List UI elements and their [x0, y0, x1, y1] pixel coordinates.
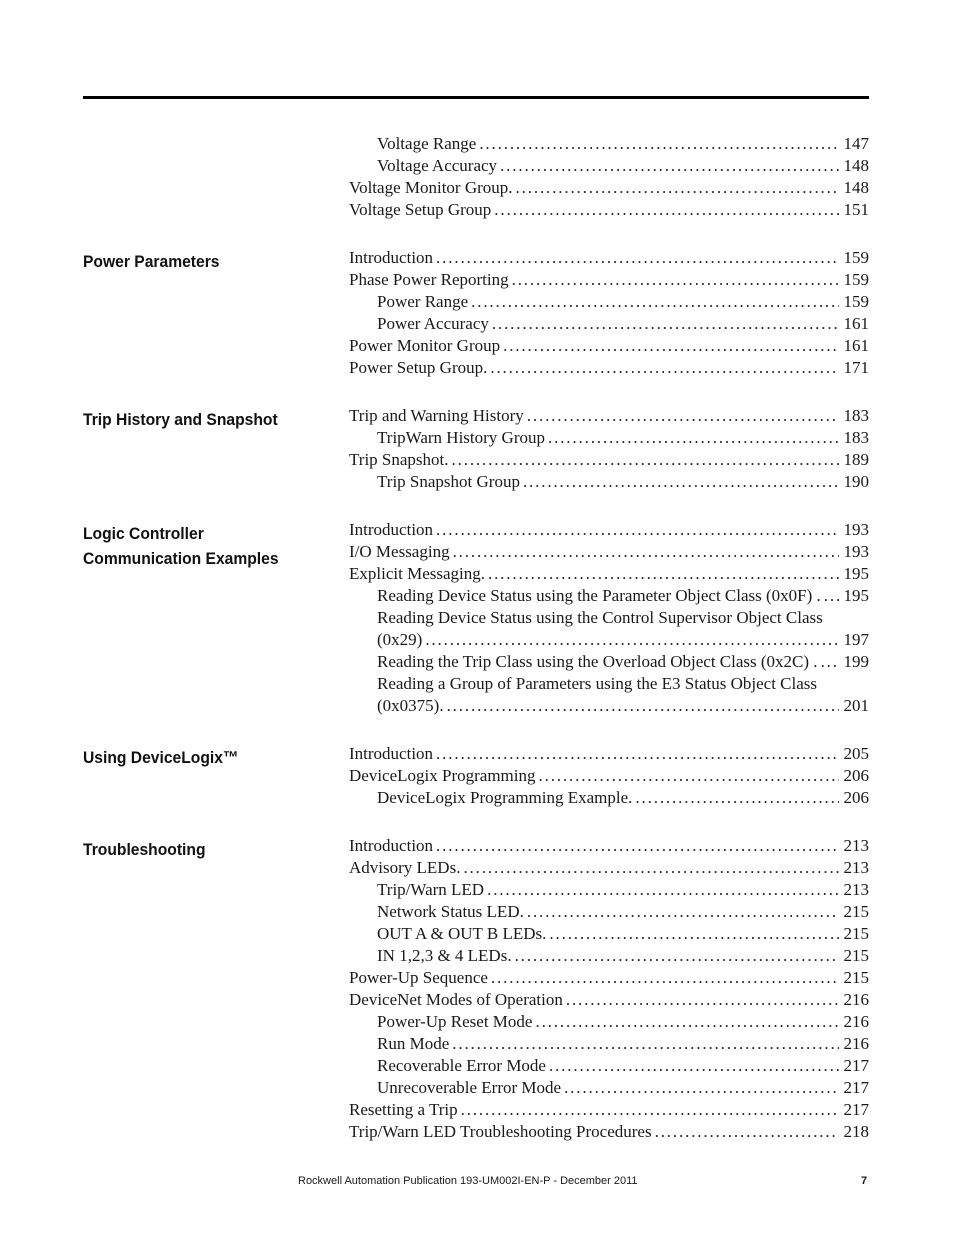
dot-leader	[425, 629, 839, 651]
dot-leader	[491, 967, 839, 989]
toc-entry[interactable]	[349, 335, 869, 357]
toc-page-number: 171	[843, 358, 869, 377]
toc-entry-title: Trip/Warn LED	[377, 880, 485, 899]
table-of-contents	[83, 133, 869, 1143]
dot-leader	[436, 519, 839, 541]
toc-entries	[349, 133, 869, 221]
toc-entry-title-line1[interactable]: Reading a Group of Parameters using the E3 Status Object Class	[377, 674, 818, 693]
toc-entry[interactable]	[349, 449, 869, 471]
toc-page-number: 206	[843, 788, 869, 807]
toc-subentry[interactable]	[349, 1055, 869, 1077]
toc-page-number: 216	[843, 990, 869, 1009]
toc-entry[interactable]	[349, 199, 869, 221]
toc-page-number: 216	[843, 1012, 869, 1031]
toc-page-number: 148	[843, 178, 869, 197]
dot-leader	[461, 1099, 839, 1121]
toc-entry-title: DeviceNet Modes of Operation	[349, 990, 563, 1009]
toc-entry[interactable]	[349, 405, 869, 427]
toc-entry-title: DeviceLogix Programming Example.	[377, 788, 633, 807]
section-heading[interactable]: Trip History and Snapshot	[83, 410, 278, 429]
toc-entry-title: Reading the Trip Class using the Overload Object Class (0x2C) .	[377, 652, 818, 671]
toc-entry[interactable]	[349, 765, 869, 787]
toc-subentry[interactable]	[349, 695, 869, 717]
toc-page-number: 151	[843, 200, 869, 219]
toc-page-number: 215	[843, 968, 869, 987]
toc-page-number: 205	[843, 744, 869, 763]
toc-section	[83, 835, 869, 1143]
toc-page-number: 193	[843, 520, 869, 539]
toc-page-number: 189	[843, 450, 869, 469]
toc-entry-title: Network Status LED.	[377, 902, 524, 921]
section-gap	[83, 493, 869, 519]
toc-entry-title: Introduction	[349, 744, 434, 763]
toc-entry-title: OUT A & OUT B LEDs.	[377, 924, 547, 943]
toc-page-number: 193	[843, 542, 869, 561]
toc-page-number: 213	[843, 858, 869, 877]
dot-leader	[527, 405, 839, 427]
dot-leader	[821, 651, 839, 673]
dot-leader	[492, 313, 839, 335]
dot-leader	[635, 787, 839, 809]
toc-page-number: 215	[843, 946, 869, 965]
dot-leader	[516, 177, 839, 199]
toc-page-number: 216	[843, 1034, 869, 1053]
toc-page-number: 218	[843, 1122, 869, 1141]
toc-entry-title: Unrecoverable Error Mode	[377, 1078, 562, 1097]
page-number: 7	[861, 1175, 868, 1187]
section-heading[interactable]: Using DeviceLogix™	[83, 748, 239, 767]
toc-subentry[interactable]	[349, 901, 869, 923]
toc-subentry[interactable]	[349, 651, 869, 673]
toc-page-number: 206	[843, 766, 869, 785]
dot-leader	[523, 471, 839, 493]
toc-entry-title: Voltage Setup Group	[349, 200, 492, 219]
toc-entry-title: Power-Up Reset Mode	[377, 1012, 533, 1031]
toc-subentry[interactable]	[349, 427, 869, 449]
toc-entry-title: Introduction	[349, 836, 434, 855]
dot-leader	[488, 563, 839, 585]
dot-leader	[471, 291, 839, 313]
toc-entry-title: Voltage Accuracy	[377, 156, 498, 175]
toc-section	[83, 405, 869, 493]
toc-entry-title: Phase Power Reporting	[349, 270, 509, 289]
toc-page-number: 183	[843, 428, 869, 447]
toc-page-number: 161	[843, 336, 869, 355]
toc-entries	[349, 835, 869, 1143]
toc-subentry[interactable]	[349, 879, 869, 901]
page-footer	[0, 1175, 954, 1191]
toc-entries	[349, 247, 869, 379]
toc-entry-title: IN 1,2,3 & 4 LEDs.	[377, 946, 512, 965]
toc-entry-title: I/O Messaging	[349, 542, 450, 561]
toc-subentry[interactable]	[349, 923, 869, 945]
toc-entry-title: Explicit Messaging.	[349, 564, 485, 583]
dot-leader	[535, 1011, 839, 1033]
toc-entry-title: Voltage Monitor Group.	[349, 178, 513, 197]
toc-entry-title: Resetting a Trip	[349, 1100, 458, 1119]
toc-page-number: 201	[843, 696, 869, 715]
toc-entry-title: Reading Device Status using the Parameter Object Class (0x0F) .	[377, 586, 821, 605]
section-heading[interactable]: Power Parameters	[83, 252, 220, 271]
toc-entry-title-line1[interactable]: Reading Device Status using the Control Supervisor Object Class	[377, 608, 823, 627]
dot-leader	[436, 247, 839, 269]
toc-page-number: 197	[843, 630, 869, 649]
toc-entry[interactable]	[349, 541, 869, 563]
toc-page-number: 195	[843, 586, 869, 605]
toc-entry[interactable]	[349, 177, 869, 199]
section-gap	[83, 221, 869, 247]
toc-entry[interactable]	[349, 967, 869, 989]
toc-page-number: 213	[843, 880, 869, 899]
dot-leader	[824, 585, 839, 607]
toc-subentry[interactable]	[349, 155, 869, 177]
dot-leader	[490, 357, 839, 379]
dot-leader	[503, 335, 839, 357]
dot-leader	[452, 1033, 839, 1055]
toc-entry-title: Power-Up Sequence	[349, 968, 488, 987]
dot-leader	[447, 695, 839, 717]
toc-section	[83, 247, 869, 379]
top-rule	[83, 96, 869, 99]
toc-entry[interactable]	[349, 357, 869, 379]
toc-entry-title: Advisory LEDs.	[349, 858, 461, 877]
toc-page-number: 161	[843, 314, 869, 333]
toc-section	[83, 519, 869, 717]
toc-subentry[interactable]	[349, 629, 869, 651]
toc-entry-title: TripWarn History Group	[377, 428, 545, 447]
toc-entry-title: Power Monitor Group	[349, 336, 501, 355]
section-gap	[83, 809, 869, 835]
toc-page-number: 195	[843, 564, 869, 583]
toc-page-number: 148	[843, 156, 869, 175]
toc-page-number: 217	[843, 1100, 869, 1119]
toc-entry-title: (0x0375).	[377, 696, 444, 715]
section-gap	[83, 379, 869, 405]
dot-leader	[549, 1055, 839, 1077]
toc-subentry[interactable]	[349, 133, 869, 155]
toc-entry[interactable]	[349, 1099, 869, 1121]
toc-entry-title: Introduction	[349, 248, 434, 267]
toc-entry[interactable]	[349, 835, 869, 857]
toc-page-number: 159	[843, 270, 869, 289]
toc-page-number: 217	[843, 1056, 869, 1075]
dot-leader	[487, 879, 839, 901]
toc-entry-title: Run Mode	[377, 1034, 450, 1053]
toc-subentry[interactable]	[349, 945, 869, 967]
toc-section-continued	[83, 133, 869, 221]
toc-entry[interactable]	[349, 247, 869, 269]
toc-entry-title: DeviceLogix Programming	[349, 766, 536, 785]
toc-entry-title: Trip Snapshot.	[349, 450, 449, 469]
toc-entry-title: Trip Snapshot Group	[377, 472, 520, 491]
toc-entry-title: Voltage Range	[377, 134, 477, 153]
toc-entry[interactable]	[349, 519, 869, 541]
section-gap	[83, 717, 869, 743]
toc-page-number: 183	[843, 406, 869, 425]
toc-entry[interactable]	[349, 743, 869, 765]
dot-leader	[436, 743, 839, 765]
section-heading[interactable]: Troubleshooting	[83, 840, 206, 859]
toc-entry-title: Power Accuracy	[377, 314, 489, 333]
toc-page-number: 147	[843, 134, 869, 153]
toc-subentry[interactable]	[349, 471, 869, 493]
toc-entry[interactable]	[349, 857, 869, 879]
toc-entry[interactable]	[349, 989, 869, 1011]
toc-page-number: 159	[843, 248, 869, 267]
dot-leader	[500, 155, 839, 177]
toc-subentry[interactable]	[349, 291, 869, 313]
dot-leader	[494, 199, 839, 221]
toc-entry-title: (0x29)	[377, 630, 423, 649]
toc-entries	[349, 405, 869, 493]
dot-leader	[564, 1077, 839, 1099]
toc-entry[interactable]	[349, 269, 869, 291]
toc-entry-title: Trip and Warning History	[349, 406, 524, 425]
toc-page-number: 190	[843, 472, 869, 491]
dot-leader	[539, 765, 840, 787]
toc-page-number: 213	[843, 836, 869, 855]
dot-leader	[655, 1121, 839, 1143]
toc-section	[83, 743, 869, 809]
dot-leader	[548, 427, 839, 449]
toc-entries	[349, 743, 869, 809]
toc-subentry[interactable]	[349, 787, 869, 809]
toc-subentry[interactable]	[349, 1011, 869, 1033]
toc-subentry[interactable]	[349, 1033, 869, 1055]
section-heading[interactable]: Logic Controller Communication Examples	[83, 524, 279, 568]
toc-page-number: 199	[843, 652, 869, 671]
toc-page-number: 215	[843, 902, 869, 921]
dot-leader	[527, 901, 839, 923]
dot-leader	[452, 449, 839, 471]
toc-subentry[interactable]	[349, 313, 869, 335]
dot-leader	[453, 541, 839, 563]
dot-leader	[515, 945, 839, 967]
dot-leader	[512, 269, 839, 291]
toc-entries	[349, 519, 869, 717]
publication-info: Rockwell Automation Publication 193-UM002I-EN-P - December 2011	[298, 1175, 638, 1187]
toc-page-number: 159	[843, 292, 869, 311]
dot-leader	[463, 857, 839, 879]
toc-entry-title: Introduction	[349, 520, 434, 539]
toc-entry-title: Recoverable Error Mode	[377, 1056, 546, 1075]
toc-entry-title: Power Setup Group.	[349, 358, 488, 377]
toc-subentry[interactable]	[349, 1077, 869, 1099]
toc-entry-title: Trip/Warn LED Troubleshooting Procedures	[349, 1122, 652, 1141]
toc-page-number: 217	[843, 1078, 869, 1097]
toc-entry[interactable]	[349, 563, 869, 585]
dot-leader	[479, 133, 839, 155]
toc-entry[interactable]	[349, 1121, 869, 1143]
dot-leader	[436, 835, 839, 857]
toc-page-number: 215	[843, 924, 869, 943]
dot-leader	[566, 989, 839, 1011]
toc-entry-title: Power Range	[377, 292, 469, 311]
toc-subentry[interactable]	[349, 585, 869, 607]
dot-leader	[549, 923, 839, 945]
